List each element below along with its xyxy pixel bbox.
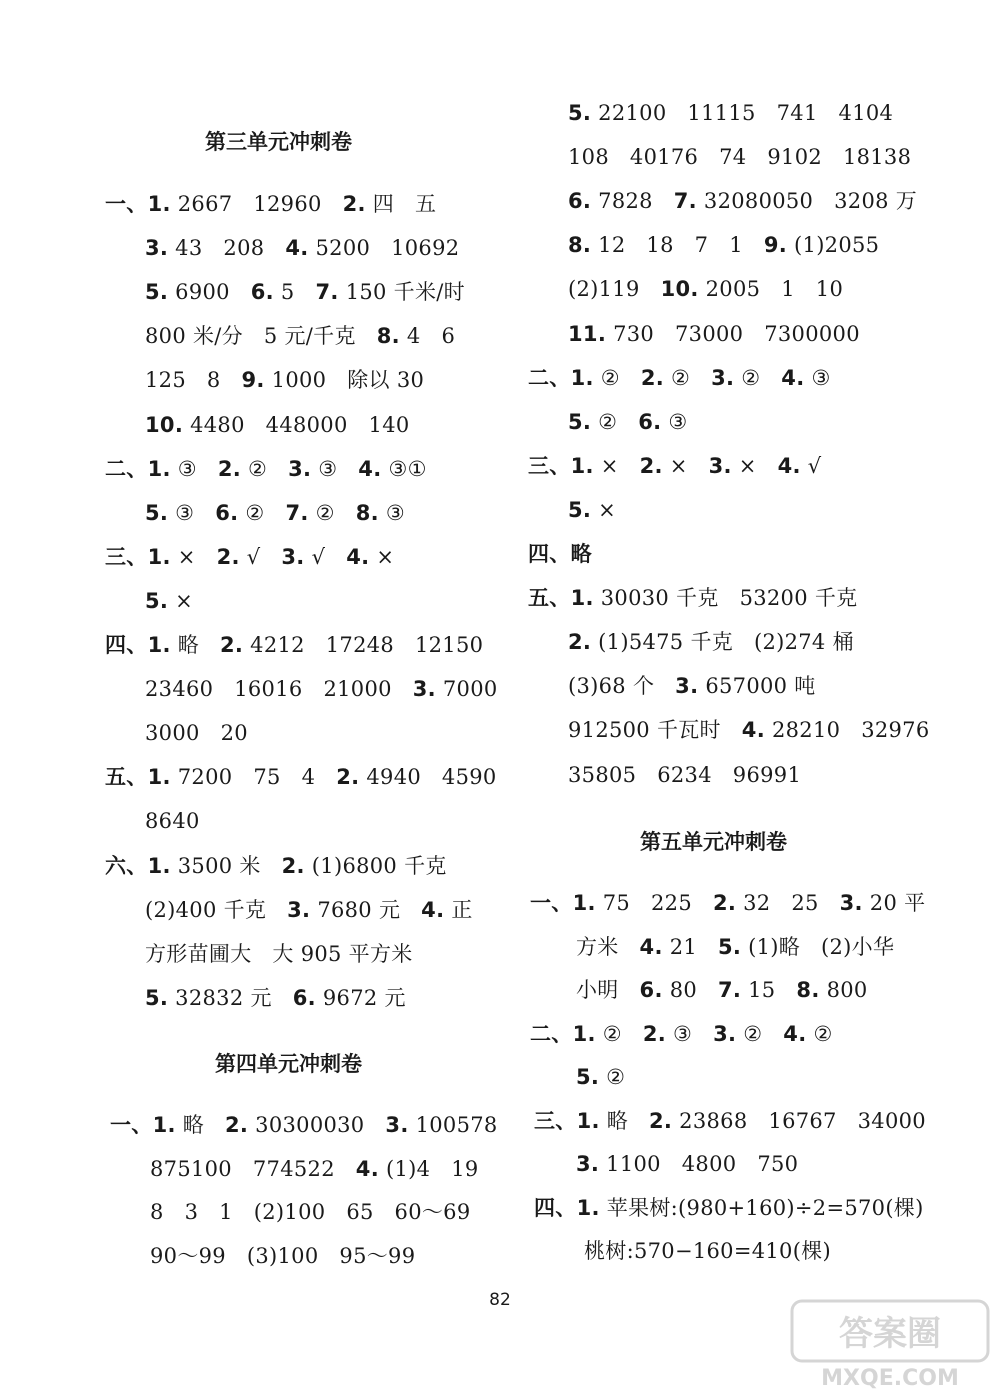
unit3-line: 800 米/分 5 元/千克 8. 4 6 (145, 324, 456, 349)
unit5-line: 桃树:570−160=410(棵) (584, 1239, 831, 1263)
unit4-cont-line: 6. 7828 7. 32080050 3208 万 (568, 189, 918, 214)
unit3-line: 5. 6900 6. 5 7. 150 千米/时 (145, 280, 465, 305)
watermark-text-top: 答案圈 (839, 1314, 941, 1354)
unit3-line: 方形苗圃大 大 905 平方米 (145, 941, 413, 966)
unit3-line: 125 8 9. 1000 除以 30 (145, 368, 425, 393)
watermark-logo-icon (790, 1299, 990, 1391)
unit3-line: 3. 43 208 4. 5200 10692 (145, 236, 460, 261)
unit3-line: 二、1. ③ 2. ② 3. ③ 4. ③① (105, 456, 427, 481)
watermark-text-bottom: MXQE.COM (821, 1366, 959, 1391)
unit5-line: 二、1. ② 2. ③ 3. ② 4. ② (530, 1021, 833, 1046)
unit4-cont-line: 5. × (568, 497, 617, 522)
unit4-cont-line: 108 40176 74 9102 18138 (568, 145, 912, 170)
unit4-cont-line: 二、1. ② 2. ② 3. ② 4. ③ (528, 365, 831, 390)
unit3-line: 一、1. 2667 12960 2. 四 五 (105, 192, 437, 216)
unit3-line: 四、1. 略 2. 4212 17248 12150 (105, 633, 484, 657)
unit4-line: 一、1. 略 2. 30300030 3. 100578 (110, 1113, 498, 1137)
unit4-cont-line: (2)119 10. 2005 1 10 (568, 277, 844, 302)
unit4-cont-line: 四、略 (528, 542, 592, 566)
unit4-cont-line: (3)68 个 3. 657000 吨 (568, 674, 816, 699)
unit3-line: (2)400 千克 3. 7680 元 4. 正 (145, 897, 473, 922)
unit4-cont-line: 8. 12 18 7 1 9. (1)2055 (568, 233, 880, 258)
section-title-unit5: 第五单元冲刺卷 (640, 830, 787, 854)
unit3-line: 8640 (145, 809, 200, 834)
unit3-line: 五、1. 7200 75 4 2. 4940 4590 (105, 765, 497, 790)
unit3-line: 5. ③ 6. ② 7. ② 8. ③ (145, 500, 406, 525)
unit5-line: 四、1. 苹果树:(980+160)÷2=570(棵) (534, 1195, 924, 1220)
unit5-line: 5. ② (576, 1065, 626, 1089)
unit4-cont-line: 35805 6234 96991 (568, 762, 802, 787)
unit4-line: 875100 774522 4. (1)4 19 (150, 1156, 479, 1181)
unit3-line: 六、1. 3500 米 2. (1)6800 千克 (105, 853, 447, 878)
unit4-cont-line: 5. 22100 11115 741 4104 (568, 101, 894, 125)
unit4-cont-line: 2. (1)5475 千克 (2)274 桶 (568, 630, 854, 655)
unit3-line: 三、1. × 2. √ 3. √ 4. × (105, 544, 395, 569)
unit3-line: 5. × (145, 588, 194, 613)
unit3-line: 3000 20 (145, 721, 248, 746)
unit3-line: 10. 4480 448000 140 (145, 412, 410, 437)
section-title-unit3: 第三单元冲刺卷 (205, 130, 352, 154)
unit3-line: 23460 16016 21000 3. 7000 (145, 677, 498, 702)
unit5-line: 小明 6. 80 7. 15 8. 800 (576, 978, 868, 1002)
unit5-line: 方米 4. 21 5. (1)略 (2)小华 (576, 934, 895, 959)
unit4-cont-line: 三、1. × 2. × 3. × 4. √ (528, 453, 822, 478)
page-number: 82 (489, 1290, 511, 1310)
section-title-unit4: 第四单元冲刺卷 (215, 1052, 362, 1076)
unit4-cont-line: 11. 730 73000 7300000 (568, 321, 860, 346)
unit4-cont-line: 912500 千瓦时 4. 28210 32976 (568, 718, 930, 743)
unit4-cont-line: 五、1. 30030 千克 53200 千克 (528, 586, 858, 611)
unit4-line: 90～99 (3)100 95～99 (150, 1243, 416, 1268)
unit5-line: 三、1. 略 2. 23868 16767 34000 (534, 1108, 926, 1133)
unit4-cont-line: 5. ② 6. ③ (568, 409, 688, 434)
unit4-line: 8 3 1 (2)100 65 60～69 (150, 1200, 471, 1224)
unit5-line: 一、1. 75 225 2. 32 25 3. 20 平 (530, 891, 926, 915)
unit5-line: 3. 1100 4800 750 (576, 1152, 799, 1176)
unit3-line: 5. 32832 元 6. 9672 元 (145, 985, 406, 1010)
